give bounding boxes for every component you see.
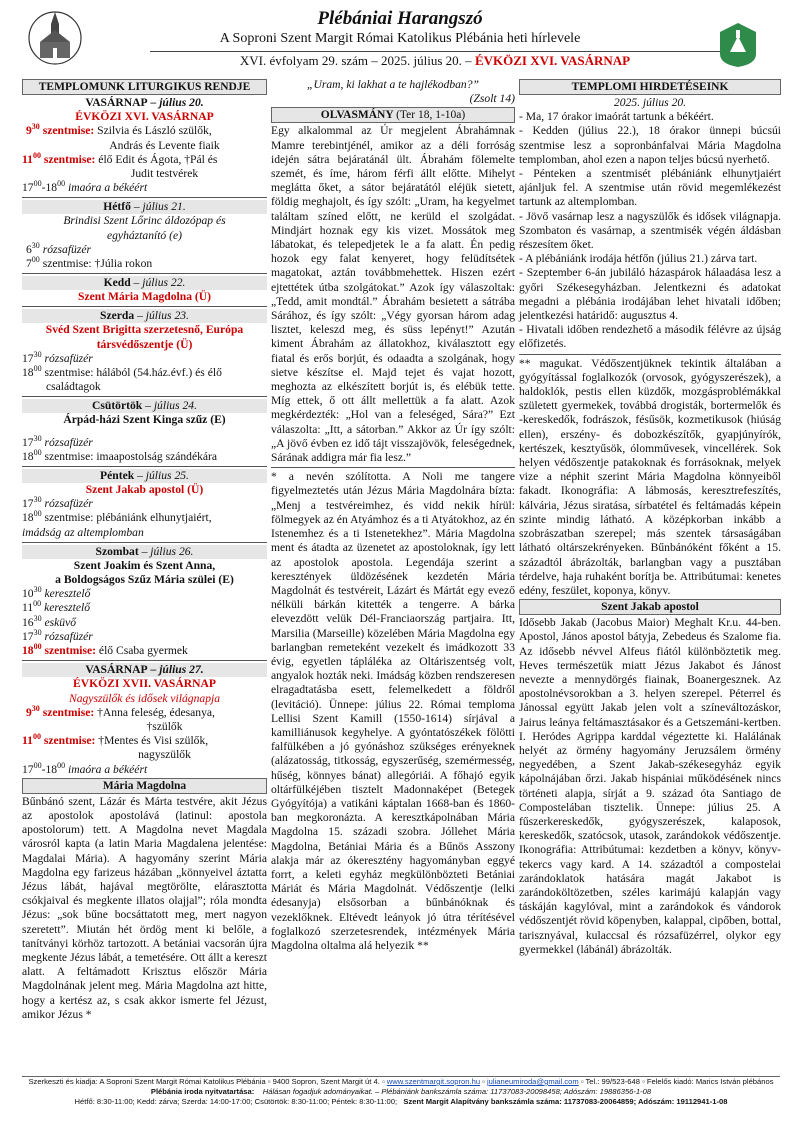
sunday2-feast: ÉVKÖZI XVII. VASÁRNAP	[73, 677, 216, 691]
sunday2-mass2-cont: nagyszülők	[138, 748, 191, 762]
sunday1-vigil: $17^{00}-18^{00}$ imaóra a békéért	[22, 179, 148, 195]
friday-feast: Szent Jakab apostol (Ü)	[85, 483, 204, 497]
page-footer	[22, 1076, 780, 1107]
sunday2-vigil: $17^{00}-18^{00}$ imaóra a békéért	[22, 760, 148, 776]
sunday1-mass2-cont: Judit testvérek	[130, 167, 199, 181]
magdolna-end-text: ** magukat. Védőszentjüknek tekintik általában a gyógyítással foglalkozók (orvosok, gyógyszerészek), a haldoklók, pestis ellen küzdők, mozgásproblémákkal született gyermekek, továbbá drogisták, bortermelők és -kereskedők, fodrászok, fésűsök, kozmetikusok (hiúság ellen), erszény- és dobozkészítők, gyapjúnyírók, kertészek, kesztyűsök, ólomművesek, vincellérek. Sok helyen védőszentje patakoknak és forrásoknak, melyek vize a néphit szerint Mária Magdolna könnyeiből fakadt. Ikonográfia: A lábmosás, keresztrefeszítés, kálvária, Jézus siratása, sírbatétel és feltámadás képein szinte mindig látható. A középkorban inkább a szobrászatban szerepel; más szentek társaságában látható oltárszekrényeken. Bűnbánóként főként a 15. századtól ábrázolták, barlangban vagy a pusztában térdelve, haja ruhaként borítja be. Attribútumai: kenetes edény, feszület, koponya, könyv.	[519, 356, 781, 597]
wednesday-line1: $17^{30}$ rózsafüzér	[22, 349, 93, 365]
magdolna-text: Bűnbánó szent, Lázár és Márta testvére, akit Jézus az apostolok apostolává (latinul: apostola apostolorum) tett. A Magdolna nevet Magdala városról kapta (a latin Maria Magdalena jelentése: Magdalai Mária). A hagyomány szerint Mária Magdolna egy farizeus házában „könnyeivel áztatta Jézus lábát, hajával megtörölte, elárasztotta csókjaival és megkente illatos olajjal”; róla mondta Jézus: „sok bűne bocsáttatott meg, mert nagyon szeretett”. Miután hét ördög ment ki belőle, a tanítványi körhöz tartozott. A betániai vacsorán újra megkente Jézus lábát, a temetésére. Ott állt a kereszt alatt. A feltámadott Krisztus először Mária Magdolnának jelent meg. Mária Magdolna azt hitte, hogy a kertész az, s csak akkor ismerte fel Jézust, amikor Jézus *	[22, 794, 267, 1021]
wednesday-heading: Szerda – július 23.	[22, 309, 267, 323]
saturday-line3: $16^{30}$ esküvő	[22, 613, 77, 629]
email-link[interactable]: julianeumiroda@gmail.com	[487, 1077, 579, 1086]
thursday-heading: Csütörtök – július 24.	[22, 399, 267, 413]
saturday-heading: Szombat – július 26.	[22, 545, 267, 559]
page-header	[0, 0, 800, 88]
sunday1-mass1-cont: András és Levente fiaik	[109, 138, 220, 152]
wednesday-feast: Svéd Szent Brigitta szerzetesnő, Európa társvédőszentje (Ü)	[45, 323, 244, 351]
notice-item: - Szeptember 6-án jubiláló házaspárok hálaadása lesz a győri Székesegyházban. Jelentkezni és adatokat megadni a plébánia irodájában lehet hivatali időben; jelentkezési határidő: augusztus 4.	[519, 266, 781, 323]
magdolna-cont-text: * a nevén szólította. A Noli me tangere figyelmeztetés után Jézus Mária Magdolnára bízta: „Menj a testvéreimhez, és vidd nekik hírül: fölmegyek az én Atyámhoz és a ti Atyátokhoz, az én Istenemhez és a ti Istenetekhez”. Mária Magdolna ment és átadta az üzenetet az apostoloknak, így lett az apostolok apostola. Legendája szerint a keresztények üldözésének kezdetén Mária Magdolnát és testvéreit, Lázárt és Mártát egy evező nélküli bárkán kitették a tengerre. A bárka elevezdött velük Dél-Franciaország partjaira. Itt, Marsilia (Marseille) közelében Mária Magdolna egy barlangban remeteként vezekelt és imádkozott 33 évig, egyetlen tápláléka az Oltáriszentség volt, angyalok hozták neki. Imádság közben rendszeresen elragadtatásba esett, felemelkedett a földről (levitáció). Ünnepe: július 22. Római temploma Lellisi Szent Kamill (1550-1614) sírjával a kamilliánusok kegyhelye. A gyóntatószékek fölötti falfülkében a jó gyónáshoz szükséges erényeknek (alázatosság, titkosság, egyszerűség, szemérmesség, hűség, könnyes bánat) allegóriái. A főhajó egyik oltárfülkéjében tisztelt Madonnaképet (Betegek Gyógyítója) a vatikáni káptalan 1668-ban és 1860-ban megkoronázta. A keresztkápolnában Mária Magdolna 15. századi szobra. Jóllehet Mária Magdolna, Betániai Mária és a Bűnös Asszony alakja már az ókeresztény hagyományban eggyé forrt, a keleti egyház megkülönbözteti Betániai Máriát és Mária Magdolnát. Védőszentje (lelki édesanyja) elsősorban a bűnbánóknak és vezeklőknek. Eltévedt leányok jó útra térítésével foglalkozó szerzetesrendek, intézmények Mária Magdolna oltalma alá helyezik **	[271, 470, 515, 952]
notice-item: - Ma, 17 órakor imaórát tartunk a békéért.	[519, 110, 714, 124]
friday-line1: $17^{30}$ rózsafüzér	[22, 495, 93, 511]
saturday-line2: $11^{00}$ keresztelő	[22, 599, 91, 615]
friday-heading: Péntek – július 25.	[22, 469, 267, 483]
psalm-ref: (Zsolt 14)	[469, 92, 515, 106]
newsletter-title: Plébániai Harangszó	[317, 8, 483, 29]
notice-item: - Hivatali időben rendezhető a második félévre az újság előfizetés.	[519, 323, 781, 351]
monday-line1: $6^{30}$ rózsafüzér	[26, 240, 92, 256]
wednesday-line2-cont: családtagok	[46, 380, 101, 394]
sunday1-mass1: $9^{30}$ szentmise: Szilvia és László szülők,	[26, 122, 212, 138]
column-liturgy	[22, 78, 267, 1022]
sunday2-mass2: $11^{00}$ szentmise: †Mentes és Visi szülők,	[22, 732, 209, 748]
notices-title: TEMPLOMI HIRDETÉSEINK	[519, 79, 781, 95]
sunday1-mass2: $11^{00}$ szentmise: élő Edit és Ágota, †Pál és	[22, 150, 218, 166]
sunday2-mass1-cont: †szülők	[146, 719, 183, 733]
notices-date: 2025. július 20.	[613, 96, 687, 109]
tuesday-feast: Szent Mária Magdolna (Ü)	[78, 290, 211, 304]
tuesday-heading: Kedd – július 22.	[22, 276, 267, 290]
sunday2-mass1: $9^{30}$ szentmise: †Anna feleség, édesanya,	[26, 703, 215, 719]
reading-title: OLVASMÁNY (Ter 18, 1-10a)	[271, 107, 515, 123]
saturday-feast-cont: a Boldogságos Szűz Mária szülei (E)	[55, 573, 234, 587]
saturday-line4: $17^{30}$ rózsafüzér	[22, 628, 93, 643]
jakab-text: Idősebb Jakab (Jacobus Maior) Meghalt Kr.u. 44-ben. Apostol, János apostol bátyja, Zebedeus és Szalome fia. Az idősebb névvel Alfeus fiától különböztetik meg. Heves természetük miatt Jézus Jakabot és Jánost nevezte a mennydörgés fiainak, Boanergesznek. Az apostolnévsorokban a 3. helyen szerepel. Péterrel és Jánossal együtt Jakab jelen volt a színeváltozáskor, Jairus leánya feltámasztásakor és a Getszemáni-kertben. I. Heródes Agrippa karddal végeztette ki. Halálának helyét az örmény hagyomány Jeruzsálem örmény negyedében, a Szent Jakab-székesegyház egyik kápolnájában őrzi. Jakab hispániai működésének nincs történeti alapja, sírját a 9. század óta Santiago de Compostelában tisztelik. Ünnepe: július 25. A fűszerkereskedők, gyógyszerészek, kalaposok, kereskedők, szatócsok, utasok, zarándokok védőszentje. Ikonográfia: Attribútumai: kezdetben a könyv, könyv-tekercs vagy kard. A 14. századtól a compostelai zarándoklatok hatására magát Jakabot is zarándoköltözetben, széles karimájú kalapján vagy táskáján kagylóval, mint a zarándokok és vándorok védőszentjét rövid köpenyben, kalappal, cipőben, bottal, tarisznyával, kulaccsal és rózsafüzérrel, olykor egy gyermekkel (lábánál) ábrázolták.	[519, 616, 781, 956]
saturday-line1: $10^{30}$ keresztelő	[22, 585, 91, 601]
friday-line2: $18^{00}$ szentmise: plébániánk elhunytjaiért,	[22, 509, 212, 525]
reading-text: Egy alkalommal az Úr megjelent Ábrahámnak Mamre terebintjénél, amikor az a déli forróság idején sátra bejáratánál ült. Ábrahám fölemelte szemét, és íme, három férfi állt előtte. Mihelyt meglátta őket, a sátor bejáratától eléjük sietett, földig meghajolt, és így szólt: „Uram, ha kegyelmet találtam színed előtt, ne kerüld el szolgádat. Mindjárt hoznak egy kis vizet. Mossátok meg lábatokat, és telepedjetek le a fa alatt. Én pedig hozok egy falat kenyeret, hogy felüdítsétek magatokat, aztán továbbmehettek. Hiszen ezért ejtettétek útba szolgátokat.” Azok így válaszoltak: „Tedd, amit mondtál.” Ábrahám besietett a sátrába Sárához, és így szólt: „Végy gyorsan három adag lisztet, keleszd meg, és süss lepényt!” Azután kiment Ábrahám az állatokhoz, kiválasztott egy fiatal és erős borjút, és odaadta a szolgának, hogy sietve készítse el. Majd tejet és vajat hozott, meghozta az elkészített borjút is, és elébük tette. Míg ettek, ő ott állt mellettük a fa alatt. Azok megkérdezték: „Hol van a feleséged, Sára?” Ezt válaszolta: „Itt, a sátorban.” Akkor az Úr így szólt: „A jövő évben ez idő tájt visszajövök, feleségednek, Sárának addigra már fia lesz.”	[271, 124, 515, 465]
thursday-feast: Árpád-házi Szent Kinga szűz (E)	[63, 413, 226, 427]
sunday1-feast: ÉVKÖZI XVI. VASÁRNAP	[75, 110, 214, 124]
notice-item: - Kedden (július 22.), 18 órakor ünnepi búcsúi szentmise lesz a sopronbánfalvai Mária Magdolna templomban, ahol ezen a napon teljes búcsú nyerhető.	[519, 124, 781, 166]
psalm-quote: „Uram, ki lakhat a te hajlékodban?”	[307, 78, 479, 91]
wednesday-line2: $18^{00}$ szentmise: hálából (54.ház.évf.) és élő	[22, 364, 222, 380]
saturday-line5: $18^{00}$ szentmise: élő Csaba gyermek	[22, 642, 188, 658]
thursday-line1: $17^{30}$ rózsafüzér	[22, 433, 93, 449]
notice-item: - Jövő vasárnap lesz a nagyszülők és idősek világnapja. Szombaton és vasárnap, a szentmisék végén áldásban részesítem őket.	[519, 209, 781, 252]
notice-item: - Pénteken a szentmisét plébániánk elhunytjaiért ajánljuk fel. A szentmise után rövid megemlékezést tartunk az altemplomban.	[519, 167, 781, 209]
monday-feast: Brindisi Szent Lőrinc áldozópap és egyháztanító (e)	[63, 214, 226, 242]
liturgy-title: TEMPLOMUNK LITURGIKUS RENDJE	[22, 79, 267, 95]
website-link[interactable]: www.szentmargit.sopron.hu	[386, 1077, 481, 1086]
thursday-line2: $18^{00}$ szentmise: imaapostolság szándékára	[22, 448, 218, 463]
footer-line2: Plébánia iroda nyitvatartása: Hálásan fogadjuk adományaikat. – Plébániánk bankszámla száma: 11737083-20098458; Adószám: 19886356-1-08	[150, 1087, 652, 1096]
szent-margit-logo-icon	[718, 22, 758, 68]
footer-line3: Hétfő: 8:30-11:00; Kedd: zárva; Szerda: 14:00-17:00; Csütörtök: 8:30-11:00; Péntek: 8:30-11:00; Szent Margit Alapítvány bankszámla száma: 11737083-20064859; Adószám: 19112941-1-08	[74, 1097, 728, 1106]
footer-line1: Szerkeszti és kiadja: A Soproni Szent Margit Római Katolikus Plébánia ▫ 9400 Sopron, Szent Margit út 4. ▫ www.szentmargit.sopron.hu ▫ julianeumiroda@gmail.com ▫ Tel.: 99/523-648 ▫ Felelős kiadó: Marics István plébános	[28, 1077, 774, 1086]
sunday2-sub: Nagyszülők és idősek világnapja	[68, 691, 221, 705]
column-reading	[271, 78, 515, 953]
saturday-feast: Szent Joakim és Szent Anna,	[73, 558, 216, 572]
sunday1-heading: VASÁRNAP – július 20.	[85, 96, 204, 109]
friday-line3: imádság az altemplomban	[22, 525, 144, 539]
issue-line: XVI. évfolyam 29. szám – 2025. július 20. – ÉVKÖZI XVI. VASÁRNAP	[150, 51, 720, 69]
monday-heading: Hétfő – július 21.	[22, 200, 267, 214]
column-notices	[519, 78, 781, 957]
magdolna-title: Mária Magdolna	[22, 778, 267, 794]
monday-line2: $7^{00}$ szentmise: †Júlia rokon	[26, 255, 153, 271]
sunday2-heading: VASÁRNAP – július 27.	[22, 663, 267, 677]
notice-item: - A plébániánk irodája hétfőn (július 21.) zárva tart.	[519, 252, 758, 266]
jakab-title: Szent Jakab apostol	[519, 599, 781, 615]
newsletter-subtitle: A Soproni Szent Margit Római Katolikus Plébánia heti hírlevele	[219, 31, 581, 46]
